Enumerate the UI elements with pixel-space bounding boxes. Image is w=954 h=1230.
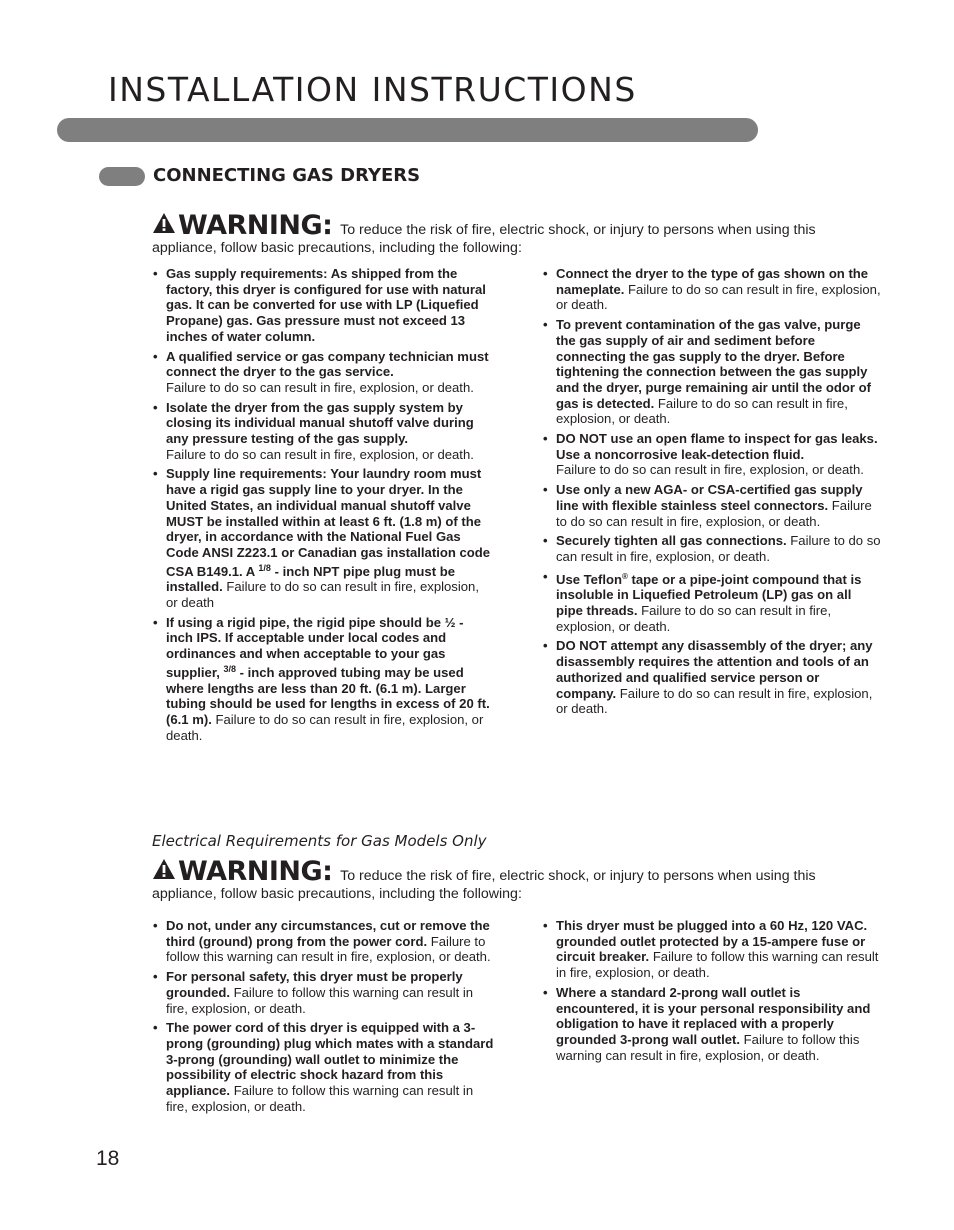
list-item: • Securely tighten all gas connections. Failure to do so can result in fire, explosion, or death. [543, 533, 881, 564]
header-bar [57, 118, 758, 142]
list-item: • Do not, under any circumstances, cut or remove the third (ground) prong from the power cord. Failure to follow this warning can result in fire, explosion, or death. [153, 918, 491, 965]
list-item: • This dryer must be plugged into a 60 Hz, 120 VAC. grounded outlet protected by a 15-ampere fuse or circuit breaker. Failure to follow this warning can result in fire, explosion, or death. [543, 918, 879, 981]
warning-triangle-icon [152, 212, 176, 239]
warning-triangle-icon [152, 858, 176, 885]
list-item: • Use only a new AGA- or CSA-certified gas supply line with flexible stainless steel connectors. Failure to do so can result in fire, explosion, or death. [543, 482, 872, 529]
section-marker [99, 167, 145, 186]
list-item: • The power cord of this dryer is equipped with a 3-prong (grounding) plug which mates with a standard 3-prong (grounding) wall outlet to minimize the possibility of electric shock hazard from this appliance. Failure to follow this warning can result in fire, explosion, or death. [153, 1020, 494, 1114]
warning-block-electrical [152, 858, 867, 903]
electrical-left-column [153, 918, 495, 1118]
list-item: • Supply line requirements: Your laundry room must have a rigid gas supply line to your dryer. In the United States, an individual manual shutoff valve MUST be installed within at least 6 ft. (1.8 m) of the dryer, in accordance with the National Fuel Gas Code ANSI Z223.1 or Canadian gas installation code CSA B149.1. A $^{1/8}$ - inch NPT pipe plug must be installed. Failure to do so can result in fire, explosion, or death [153, 466, 491, 611]
list-item: • A qualified service or gas company technician must connect the dryer to the gas service. Failure to do so can result in fire, explosion, or death. [153, 348, 489, 395]
page-title: INSTALLATION INSTRUCTIONS [108, 70, 637, 109]
warning-label: WARNING: [178, 856, 333, 887]
warning-label: WARNING: [178, 210, 333, 241]
list-item: • Use Teflon® tape or a pipe-joint compound that is insoluble in Liquefied Petroleum (LP) gas on all pipe threads. Failure to do so can result in fire, explosion, or death. [543, 568, 862, 634]
list-item: • To prevent contamination of the gas valve, purge the gas supply of air and sediment before connecting the gas supply to the dryer. Before tightening the connection between the gas supply and the dryer, purge remaining air until the odor of gas is detected. Failure to do so can result in fire, explosion, or death. [543, 317, 872, 427]
list-item: • Where a standard 2-prong wall outlet is encountered, it is your personal responsibility and obligation to have it replaced with a properly grounded 3-prong wall outlet. Failure to follow this warning can result in fire, explosion, or death. [543, 984, 871, 1063]
gas-right-column [543, 266, 881, 721]
warning-text: To reduce the risk of fire, electric shock, or injury to persons when using this appliance, follow basic precautions, including the following: [152, 868, 816, 902]
electrical-right-column [543, 918, 881, 1067]
gas-left-column [153, 266, 493, 747]
list-item: • DO NOT attempt any disassembly of the dryer; any disassembly requires the attention and tools of an authorized and qualified service person or company. Failure to do so can result in fire, explosion, or death. [543, 638, 873, 717]
list-item: • Isolate the dryer from the gas supply system by closing its individual manual shutoff valve during any pressure testing of the gas supply. Failure to do so can result in fire, explosion, or death. [153, 399, 474, 462]
warning-block-gas [152, 212, 867, 257]
list-item: • Gas supply requirements: As shipped from the factory, this dryer is configured for use with natural gas. It can be converted for use with LP (Liquefied Propane) gas. Gas pressure must not exceed 13 inches of water column. [153, 266, 486, 344]
section-title: CONNECTING GAS DRYERS [153, 165, 421, 186]
list-item: • For personal safety, this dryer must be properly grounded. Failure to follow this warning can result in fire, explosion, or death. [153, 969, 474, 1016]
list-item: • DO NOT use an open flame to inspect for gas leaks. Use a noncorrosive leak-detection fluid. Failure to do so can result in fire, explosion, or death. [543, 431, 878, 478]
warning-text: To reduce the risk of fire, electric shock, or injury to persons when using this appliance, follow basic precautions, including the following: [152, 222, 816, 256]
list-item: • If using a rigid pipe, the rigid pipe should be ½ - inch IPS. If acceptable under local codes and ordinances and when acceptable to your gas supplier, $^{3/8}$ - inch approved tubing may be used where lengths are less than 20 ft. (6.1 m). Larger tubing should be used for lengths in excess of 20 ft. (6.1 m). Failure to do so can result in fire, explosion, or death. [153, 614, 490, 743]
electrical-subheading: Electrical Requirements for Gas Models Only [152, 832, 487, 850]
page-number: 18 [96, 1147, 120, 1170]
list-item: • Connect the dryer to the type of gas shown on the nameplate. Failure to do so can result in fire, explosion, or death. [543, 266, 881, 313]
